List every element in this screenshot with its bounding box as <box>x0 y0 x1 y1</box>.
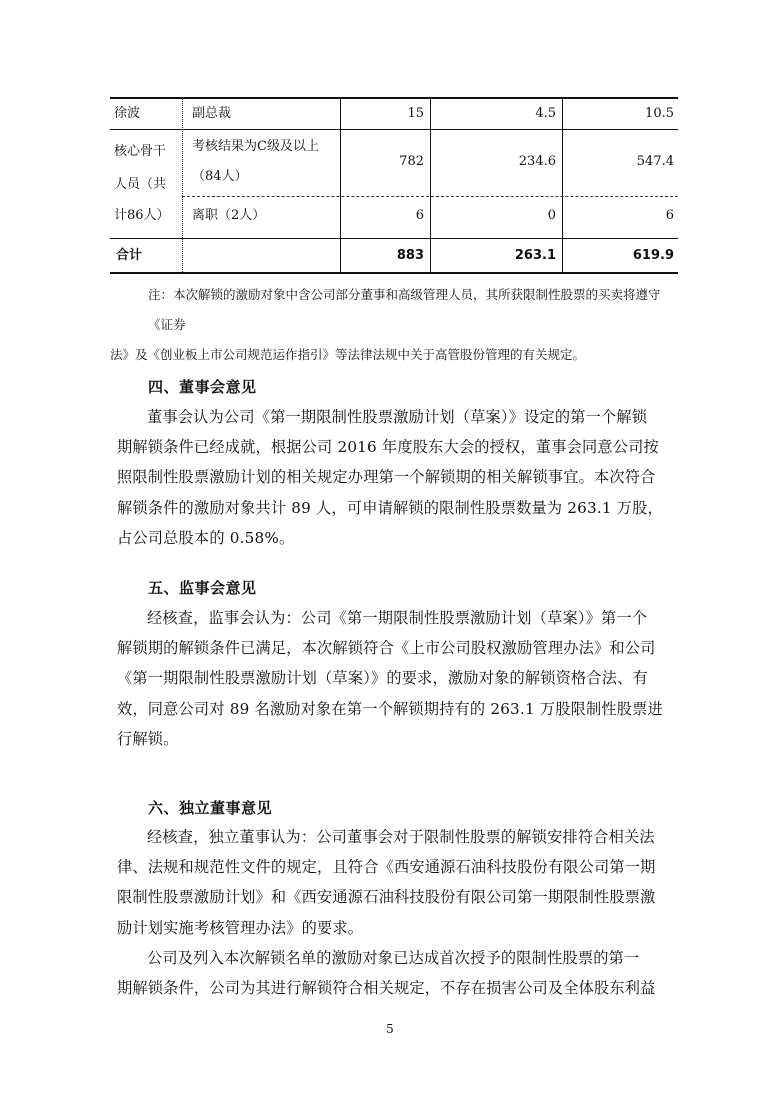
table-cell-granted: 15 <box>407 106 424 121</box>
paragraph-line: 行解锁。 <box>117 729 179 748</box>
paragraph-line: 解锁期的解锁条件已满足，本次解锁符合《上市公司股权激励管理办法》和公司 <box>117 639 656 658</box>
table-cell-name: 计86人） <box>114 208 170 223</box>
table-total-unlock: 263.1 <box>514 248 556 263</box>
paragraph-line: 占公司总股本的 0.58%。 <box>117 528 295 547</box>
section-heading: 四、董事会意见 <box>148 378 257 396</box>
table-cell-name: 人员（共 <box>114 177 167 192</box>
table-column-divider <box>182 97 183 274</box>
paragraph-line: 解锁条件的激励对象共计 89 人，可申请解锁的限制性股票数量为 263.1 万股， <box>117 498 663 517</box>
unlock-table <box>110 97 678 274</box>
table-cell-name: 核心骨干 <box>114 144 167 159</box>
section-heading: 六、独立董事意见 <box>148 799 273 817</box>
paragraph-line: 期解锁条件已经成就，根据公司 2016 年度股东大会的授权，董事会同意公司按 <box>117 438 659 457</box>
paragraph-line: 《第一期限制性股票激励计划（草案）》的要求，激励对象的解锁资格合法、有 <box>117 669 648 688</box>
table-total-rule <box>110 238 678 239</box>
table-cell-remaining: 6 <box>665 208 674 223</box>
paragraph-line: 期解锁条件，公司为其进行解锁符合相关规定，不存在损害公司及全体股东利益 <box>117 979 656 998</box>
table-cell-role: （84人） <box>192 169 248 184</box>
table-bottom-rule <box>110 272 678 274</box>
paragraph-line: 公司及列入本次解锁名单的激励对象已达成首次授予的限制性股票的第一 <box>147 948 640 967</box>
paragraph-line: 经核查，独立董事认为：公司董事会对于限制性股票的解锁安排符合相关法 <box>147 828 655 846</box>
table-total-granted: 883 <box>396 248 424 263</box>
table-row-divider <box>110 129 678 130</box>
table-cell-unlock: 4.5 <box>535 106 556 121</box>
footnote-line: 法》及《创业板上市公司规范运作指引》等法律法规中关于高管股份管理的有关规定。 <box>110 347 586 362</box>
table-cell-role: 离职（2人） <box>192 208 266 223</box>
section-paragraph <box>117 822 677 1003</box>
table-cell-granted: 782 <box>399 154 424 169</box>
paragraph-line: 照限制性股票激励计划的相关规定办理第一个解锁期的相关解锁事宜。本次符合 <box>117 468 656 487</box>
footnote-line: 注：本次解锁的激励对象中含公司部分董事和高级管理人员，其所获限制性股票的买卖将遵守《证券 <box>148 287 661 332</box>
table-top-rule <box>110 97 678 99</box>
table-cell-role: 副总裁 <box>192 106 232 121</box>
table-cell-granted: 6 <box>415 208 424 223</box>
section-heading: 五、监事会意见 <box>148 579 257 597</box>
section-paragraph <box>117 603 677 754</box>
section-paragraph <box>117 402 677 553</box>
table-cell-remaining: 10.5 <box>645 106 674 121</box>
page-number: 5 <box>386 1022 394 1036</box>
paragraph-line: 经核查，监事会认为：公司《第一期限制性股票激励计划（草案）》第一个 <box>147 609 648 627</box>
paragraph-line: 董事会认为公司《第一期限制性股票激励计划（草案）》设定的第一个解锁 <box>147 408 648 426</box>
paragraph-line: 限制性股票激励计划》和《西安通源石油科技股份有限公司第一期限制性股票激 <box>117 888 656 907</box>
paragraph-line: 律、法规和规范性文件的规定，且符合《西安通源石油科技股份有限公司第一期 <box>117 858 656 877</box>
table-cell-remaining: 547.4 <box>636 154 674 169</box>
table-cell-unlock: 0 <box>547 208 556 223</box>
table-cell-role: 考核结果为C级及以上 <box>192 139 319 154</box>
table-footnote <box>110 280 682 370</box>
paragraph-line: 励计划实施考核管理办法》的要求。 <box>117 918 364 937</box>
table-total-remaining: 619.9 <box>632 248 674 263</box>
table-total-label: 合计 <box>116 248 143 263</box>
table-cell-name: 徐波 <box>114 106 141 121</box>
table-cell-unlock: 234.6 <box>518 154 556 169</box>
paragraph-line: 效，同意公司对 89 名激励对象在第一个解锁期持有的 263.1 万股限制性股票进 <box>117 699 663 718</box>
